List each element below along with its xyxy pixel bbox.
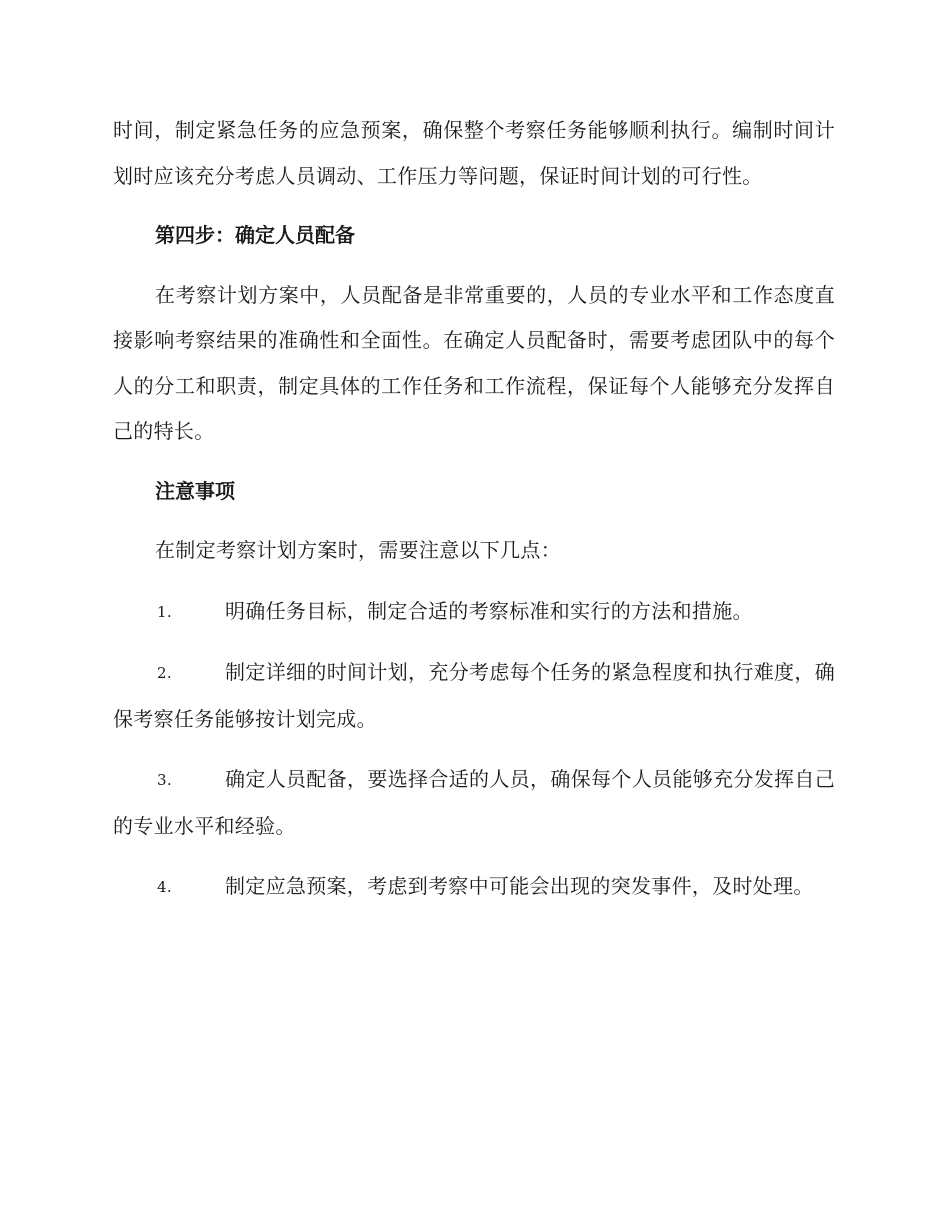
list-text: 明确任务目标，制定合适的考察标准和实行的方法和措施。 (225, 598, 753, 623)
paragraph-staffing: 在考察计划方案中，人员配备是非常重要的，人员的专业水平和工作态度直接影响考察结果的准确性和全面性。在确定人员配备时，需要考虑团队中的每个人的分工和职责，制定具体的工作任务和工作流程，保证每个人能够充分发挥自己的特长。 (113, 282, 835, 443)
list-item (113, 589, 835, 636)
list-text: 制定应急预案，考虑到考察中可能会出现的突发事件，及时处理。 (225, 874, 814, 898)
section-heading-staffing: 第四步：确定人员配备 (155, 223, 355, 247)
list-item (113, 864, 835, 911)
document-page (113, 108, 835, 911)
list-number: 3. (157, 771, 172, 789)
list-text: 制定详细的时间计划，充分考虑每个任务的紧急程度和执行难度，确保考察任务能够按计划完成。 (113, 660, 835, 731)
paragraph-notes-intro: 在制定考察计划方案时，需要注意以下几点： (155, 538, 561, 562)
list-text: 确定人员配备，要选择合适的人员，确保每个人员能够充分发挥自己的专业水平和经验。 (113, 767, 835, 838)
section-heading-notes: 注意事项 (155, 478, 235, 503)
paragraph-time-plan: 时间，制定紧急任务的应急预案，确保整个考察任务能够顺利执行。编制时间计划时应该充分考虑人员调动、工作压力等问题，保证时间计划的可行性。 (113, 118, 835, 188)
list-item (113, 757, 835, 849)
list-item (113, 650, 835, 742)
list-number: 2. (157, 664, 172, 682)
list-number: 1. (157, 602, 172, 621)
list-number: 4. (157, 878, 172, 896)
